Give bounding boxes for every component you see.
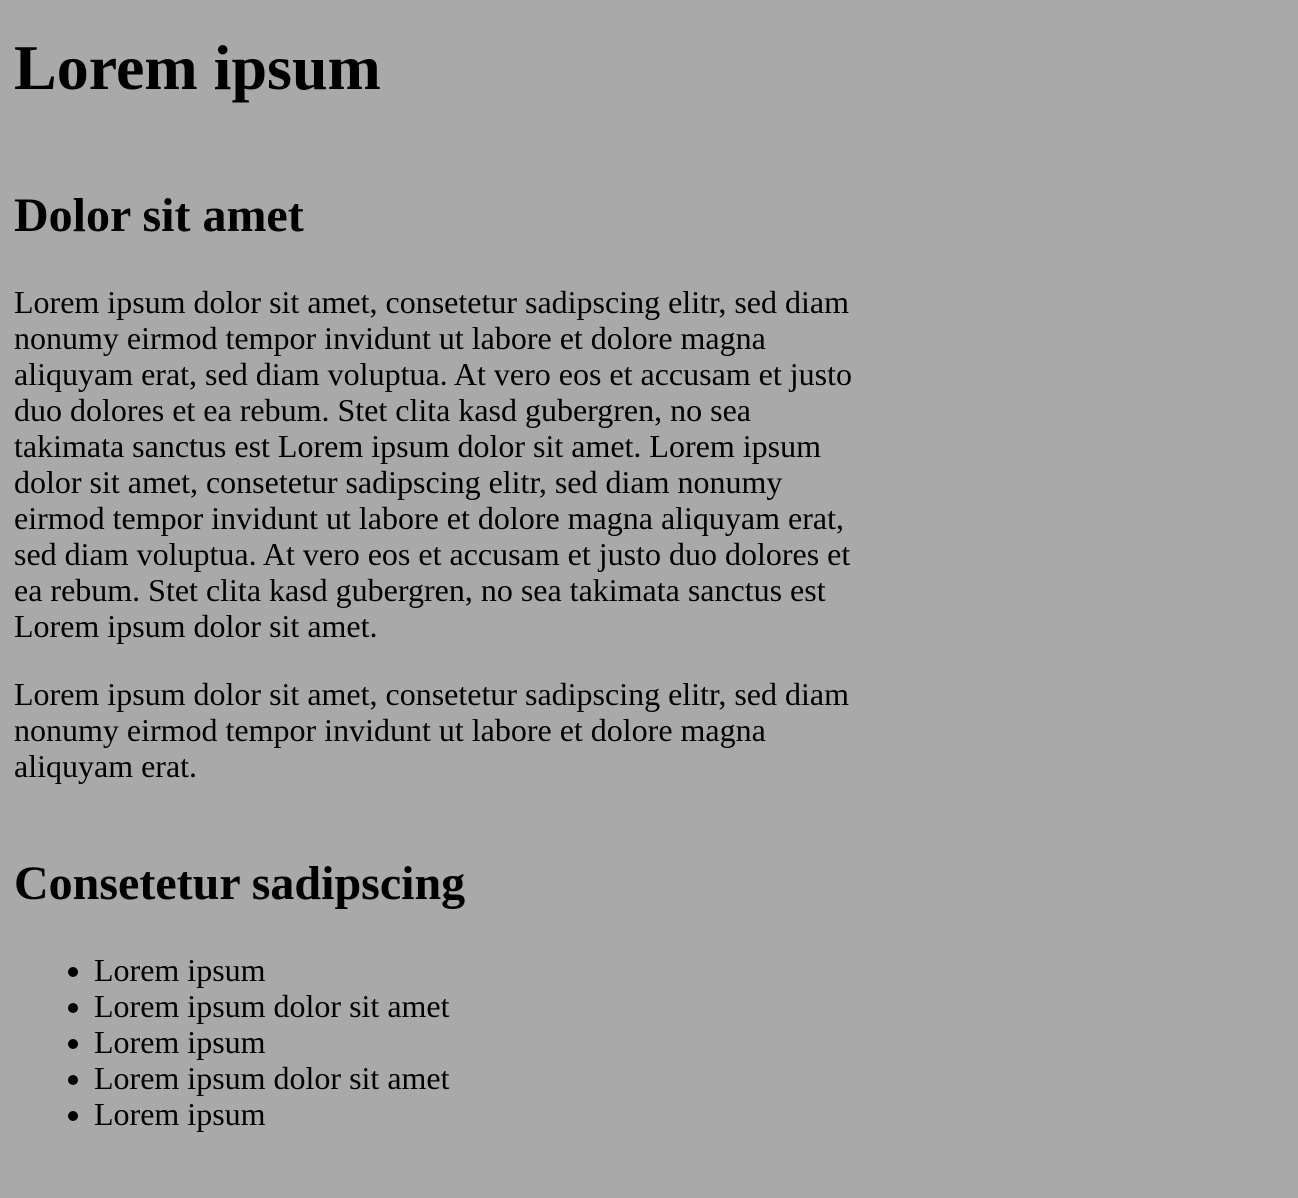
bullet-list [14, 952, 450, 1132]
list-item: • Lorem ipsum [94, 1096, 450, 1132]
list-item: • Lorem ipsum dolor sit amet [94, 1060, 450, 1096]
paragraph: Lorem ipsum dolor sit amet, consetetur sadipscing elitr, sed diam nonumy eirmod tempor invidunt ut labore et dolore magna aliquyam erat. [14, 676, 849, 784]
list-item: • Lorem ipsum [94, 1024, 450, 1060]
list-item: • Lorem ipsum [94, 952, 450, 988]
section-heading: Consetetur sadipscing [14, 857, 466, 910]
section-heading: Dolor sit amet [14, 189, 304, 242]
paragraph: Lorem ipsum dolor sit amet, consetetur sadipscing elitr, sed diam nonumy eirmod tempor invidunt ut labore et dolore magna aliquyam erat, sed diam voluptua. At vero eos et accusam et justo duo dolores et ea rebum. Stet clita kasd gubergren, no sea takimata sanctus est Lorem ipsum dolor sit amet. Lorem ipsum dolor sit amet, consetetur sadipscing elitr, sed diam nonumy eirmod tempor invidunt ut labore et dolore magna aliquyam erat, sed diam voluptua. At vero eos et accusam et justo duo dolores et ea rebum. Stet clita kasd gubergren, no sea takimata sanctus est Lorem ipsum dolor sit amet. [14, 284, 852, 644]
page-title: Lorem ipsum [14, 32, 381, 103]
list-item: • Lorem ipsum dolor sit amet [94, 988, 450, 1024]
